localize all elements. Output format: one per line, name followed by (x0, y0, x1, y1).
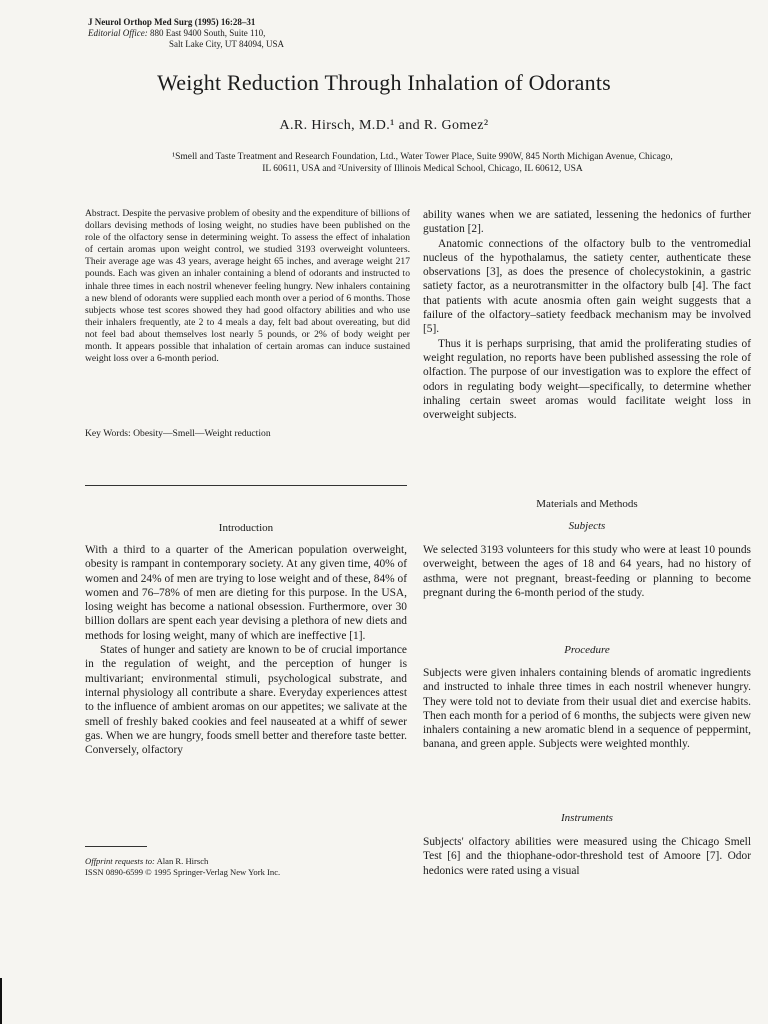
footnote (85, 856, 280, 878)
editorial-office-line2: Salt Lake City, UT 84094, USA (169, 39, 284, 49)
offprint-label: Offprint requests to: (85, 856, 155, 866)
procedure-heading: Procedure (564, 644, 610, 656)
abstract-divider (85, 485, 407, 486)
intro-continued-paragraph: ability wanes when we are satiated, lessening the hedonics of further gustation [2]. (423, 209, 751, 236)
instruments-heading: Instruments (561, 812, 613, 824)
footnote-divider (85, 846, 147, 847)
editorial-office-label: Editorial Office: (88, 28, 148, 38)
keywords-label: Key Words: (85, 428, 131, 439)
intro-anatomy-paragraph: Anatomic connections of the olfactory bulb to the ventromedial nucleus of the hypothalamus, the satiety center, authenticate these observations [3], as does the presence of cholecystokinin, a gastric satiety factor, as a neurotransmitter in the olfactory bulb [4]. The fact that patients with acute anosmia often gain weight suggests that a failure of the olfactory–satiety feedback mechanism may be involved [5]. (423, 237, 751, 336)
methods-heading: Materials and Methods (536, 498, 638, 510)
right-column-intro (423, 208, 751, 422)
author-affiliations: ¹Smell and Taste Treatment and Research Foundation, Ltd., Water Tower Place, Suite 990W, 845 North Michigan Avenue, Chicago, IL 60611, USA and ²University of Illinois Medical School, Chicago, IL 60612, USA (172, 152, 673, 174)
introduction-paragraph-2: States of hunger and satiety are known to be of crucial importance in the regulation of weight, and the perception of hunger is multivariant; environmental stimuli, psychological substrate, and internal physiology all contribute a share. Everyday experiences attest to the influence of ambient aromas on our appetites; we salivate at the smell of freshly baked cookies and feel nauseated at a whiff of sewer gas. When we are hungry, foods smell better and therefore taste better. Conversely, olfactory (85, 644, 407, 757)
editorial-office-line1: 880 East 9400 South, Suite 110, (150, 28, 266, 38)
offprint-name: Alan R. Hirsch (156, 856, 209, 866)
abstract (85, 208, 410, 365)
keywords (85, 428, 410, 439)
scan-edge-mark (0, 978, 2, 1024)
introduction-heading: Introduction (218, 522, 274, 534)
subjects-heading: Subjects (568, 520, 606, 532)
article-authors: A.R. Hirsch, M.D.¹ and R. Gomez² (279, 118, 489, 133)
introduction-body (85, 543, 407, 757)
issn-line: ISSN 0890-6599 © 1995 Springer-Verlag New York Inc. (85, 867, 281, 877)
intro-purpose-paragraph: Thus it is perhaps surprising, that amid the proliferating studies of weight regulation, no reports have been published assessing the role of olfaction. The purpose of our investigation was to explore the effect of odors in regulating body weight—specifically, to determine whether inhaling certain sweet aromas would facilitate weight loss in overweight subjects. (423, 337, 751, 422)
abstract-label: Abstract. (85, 208, 120, 219)
keywords-text: Obesity—Smell—Weight reduction (133, 428, 271, 439)
subjects-text (423, 543, 751, 600)
journal-header (88, 17, 284, 50)
journal-citation: J Neurol Orthop Med Surg (1995) 16:28–31 (88, 17, 256, 27)
article-title: Weight Reduction Through Inhalation of Odorants (157, 70, 611, 95)
procedure-text (423, 666, 751, 752)
procedure-paragraph: Subjects were given inhalers containing blends of aromatic ingredients and instructed to inhale three times in each nostril whenever hungry. They were told not to deviate from their usual diet and exercise habits. Then each month for a period of 6 months, the subjects were given new inhalers containing a new aromatic blend in a sequence of peppermint, banana, and green apple. Subjects were weighted monthly. (423, 667, 751, 751)
introduction-paragraph-1: With a third to a quarter of the American population overweight, obesity is rampant in contemporary society. At any given time, 40% of women and 24% of men are trying to lose weight and of these, 84% of women and 76–78% of men are dieting for this purpose. In the USA, losing weight has become a national obsession. Furthermore, over 30 billion dollars are spent each year devising a plethora of new diets and methods for losing weight, many of which are ineffective [1]. (85, 544, 407, 642)
instruments-text (423, 835, 751, 878)
subjects-paragraph: We selected 3193 volunteers for this study who were at least 10 pounds overweight, between the ages of 18 and 64 years, had no history of asthma, were not pregnant, breast-feeding or planning to become pregnant during the 6-month period of the study. (423, 544, 751, 599)
abstract-text: Despite the pervasive problem of obesity and the expenditure of billions of dollars devising methods of losing weight, no studies have been published on the role of the olfactory sense in determining weight. To assess the effect of inhalation of certain aromas upon weight control, we studied 3193 overweight volunteers. Their average age was 43 years, average height 65 inches, and average weight 217 pounds. Each was given an inhaler containing a blend of odorants and instructed to inhale three times in each nostril whenever feeling hungry. New inhalers containing a new blend of odorants were supplied each month over a period of 6 months. Those subjects whose test scores showed they had good olfactory abilities and who use their inhalers frequently, ate 2 to 4 meals a day, felt bad about overeating, but did not feel bad about themselves lost nearly 5 pounds, or 2% of body weight per month. It appears possible that inhalation of certain aromas can induce sustained weight loss over a 6-month period. (85, 208, 410, 365)
instruments-paragraph: Subjects' olfactory abilities were measured using the Chicago Smell Test [6] and the thiophane-odor-threshold test of Amoore [7]. Odor hedonics were rated using a visual (423, 836, 751, 877)
